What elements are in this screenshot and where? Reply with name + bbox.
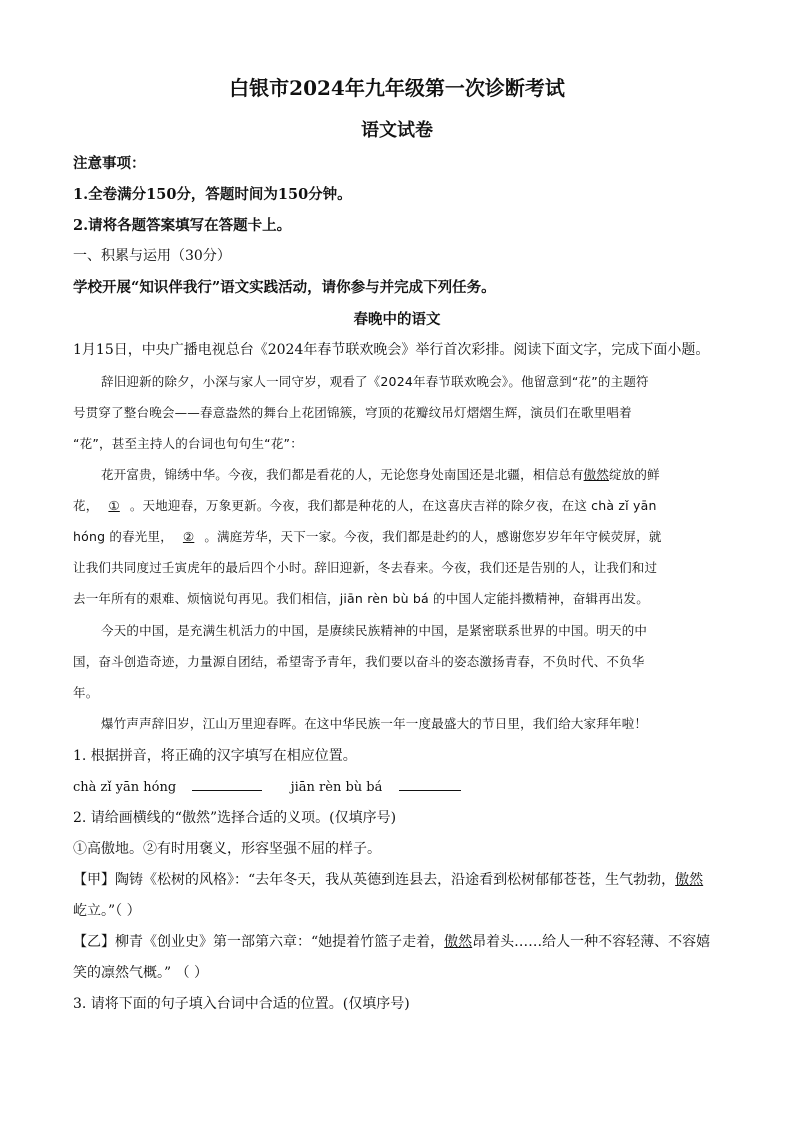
question-2-item-b-cont: 笑的凛然气概。” （ ）	[73, 965, 209, 981]
notes-item-1: 1.全卷满分150分，答题时间为150分钟。	[73, 186, 352, 203]
exam-title: 白银市2024年九年级第一次诊断考试	[229, 76, 565, 100]
blank-1: ①	[108, 498, 120, 513]
passage-line: 辞旧迎新的除夕，小深与家人一同守岁，观看了《2024年春节联欢晚会》。他留意到“花”的主题符	[101, 374, 649, 389]
question-2: 2. 请给画横线的“傲然”选择合适的义项。(仅填序号)	[73, 810, 397, 826]
passage-line: 今天的中国，是充满生机活力的中国，是赓续民族精神的中国，是紧密联系世界的中国。明天的中	[101, 623, 648, 638]
item-text: 【甲】陶铸《松树的风格》：“去年冬天，我从英德到连县去，沿途看到松树郁郁苍苍，生气勃勃，	[73, 872, 676, 888]
passage-text: hóng 的春光里，	[73, 529, 173, 544]
reading-lead: 1月15日，中央广播电视总台《2024年春节联欢晚会》举行首次彩排。阅读下面文字，完成下面小题。	[73, 342, 710, 358]
question-2-options: ①高傲地。②有时用褒义，形容坚强不屈的样子。	[73, 841, 381, 857]
underlined-word: 傲然	[583, 467, 610, 482]
section-heading: 一、积累与运用（30分）	[73, 248, 231, 264]
question-2-item-b	[73, 931, 718, 951]
passage-line: 年。	[73, 685, 99, 700]
task-intro: 学校开展“知识伴我行”语文实践活动，请你参与并完成下列任务。	[73, 279, 496, 296]
passage-line: 去一年所有的艰难、烦恼说句再见。我们相信，jiān rèn bù bá 的中国人定能抖擞精神，奋辑再出发。	[73, 591, 649, 606]
passage-line: “花”，甚至主持人的台词也句句生“花”：	[73, 436, 303, 451]
question-3: 3. 请将下面的句子填入台词中合适的位置。(仅填序号)	[73, 996, 410, 1012]
notes-heading: 注意事项：	[73, 155, 146, 172]
item-text: 昂着头……给人一种不容轻薄、不容嬉	[472, 934, 711, 950]
passage-line: 国，奋斗创造奇迹，力量源自团结，希望寄予青年，我们要以奋斗的姿态激扬青春，不负时代、不负华	[73, 654, 645, 669]
passage-text: 花，	[73, 498, 99, 513]
underlined-word: 傲然	[444, 934, 473, 950]
passage-line: 让我们共同度过壬寅虎年的最后四个小时。辞旧迎新，冬去春来。今夜，我们还是告别的人，让我们和过	[73, 560, 658, 575]
passage-line	[73, 496, 718, 514]
passage-line: 号贯穿了整台晚会——春意盎然的舞台上花团锦簇，穹顶的花瓣纹吊灯熠熠生辉，演员们在歌里唱着	[73, 405, 632, 420]
pinyin-2: jiān rèn bù bá	[290, 780, 383, 795]
item-text: 【乙】柳青《创业史》第一部第六章：“她提着竹篮子走着，	[73, 934, 445, 950]
answer-blank-1[interactable]	[192, 776, 262, 791]
pinyin-1: chà zǐ yān hóng	[73, 780, 177, 795]
passage-text: 。天地迎春，万象更新。今夜，我们都是种花的人，在这喜庆吉祥的除夕夜，在这 chà zǐ yān	[129, 498, 657, 513]
passage-text: 花开富贵，锦绣中华。今夜，我们都是看花的人，无论您身处南国还是北疆，相信总有	[101, 467, 584, 482]
passage-line: 爆竹声声辞旧岁，江山万里迎春晖。在这中华民族一年一度最盛大的节日里，我们给大家拜年啦！	[101, 716, 648, 731]
question-2-item-a-cont: 屹立。”（ ）	[73, 903, 141, 919]
passage-line	[73, 527, 718, 545]
answer-blank-2[interactable]	[399, 776, 461, 791]
reading-title: 春晚中的语文	[353, 311, 441, 328]
question-1-answers	[73, 776, 718, 795]
exam-subtitle: 语文试卷	[361, 120, 433, 141]
underlined-word: 傲然	[675, 872, 704, 888]
passage-text: 绽放的鲜	[609, 467, 660, 482]
question-2-item-a	[73, 869, 718, 889]
blank-2: ②	[182, 529, 195, 544]
passage-text: 。满庭芳华，天下一家。今夜，我们都是赴约的人，感谢您岁岁年年守候荧屏，就	[204, 529, 662, 544]
notes-item-2: 2.请将各题答案填写在答题卡上。	[73, 217, 292, 234]
passage-line	[101, 465, 718, 483]
question-1: 1. 根据拼音，将正确的汉字填写在相应位置。	[73, 748, 357, 764]
